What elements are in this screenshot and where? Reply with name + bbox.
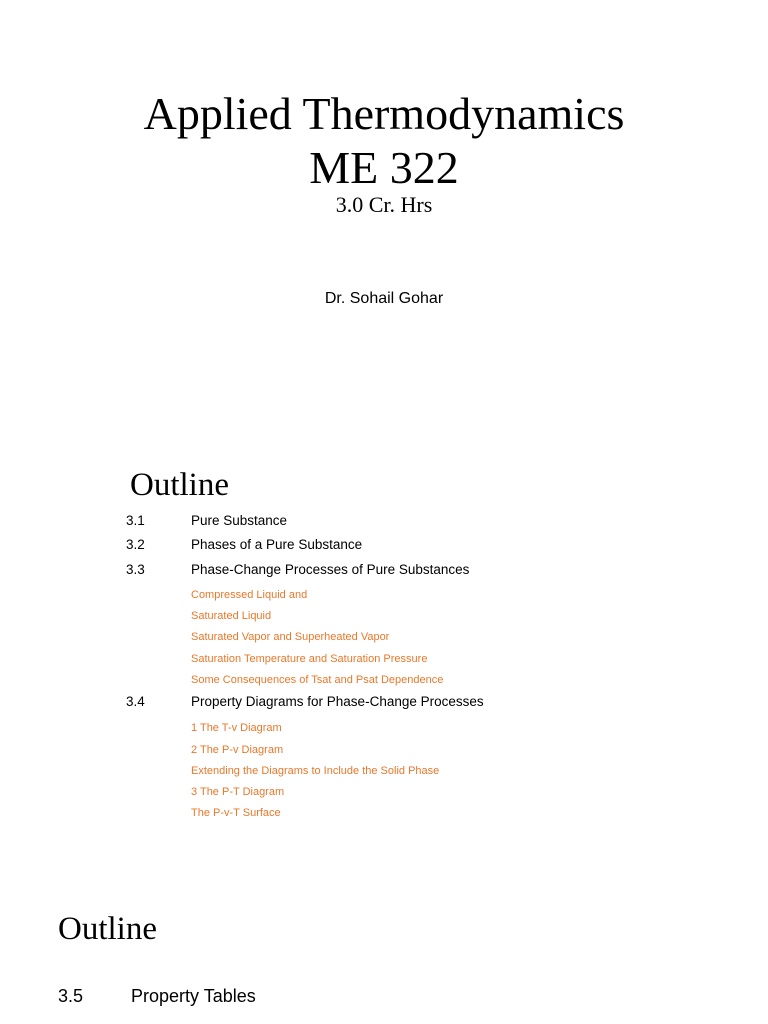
item-label: Pure Substance (191, 513, 288, 528)
item-number: 3.1 (126, 513, 145, 528)
item-number: 3.4 (126, 694, 145, 709)
slide-title: Applied Thermodynamics (143, 88, 625, 139)
item-label: Phases of a Pure Substance (191, 537, 363, 552)
outline-heading-2: Outline (58, 911, 157, 947)
subitem-3-4-4: 3 The P-T Diagram (191, 786, 285, 798)
subitem-3-4-5: The P-v-T Surface (191, 807, 281, 819)
subitem-3-4-1: 1 The T-v Diagram (191, 722, 282, 734)
subitem-3-3-3: Saturated Vapor and Superheated Vapor (191, 631, 390, 643)
item-label: Property Tables (131, 986, 256, 1006)
subitem-3-3-5: Some Consequences of Tsat and Psat Dependence (191, 674, 444, 686)
item-label: Phase-Change Processes of Pure Substances (191, 562, 470, 577)
credit-hours: 3.0 Cr. Hrs (335, 192, 433, 217)
subitem-3-3-4: Saturation Temperature and Saturation Pressure (191, 653, 428, 665)
author-name: Dr. Sohail Gohar (324, 290, 444, 307)
item-label: Property Diagrams for Phase-Change Processes (191, 694, 484, 709)
subitem-3-4-3: Extending the Diagrams to Include the Solid Phase (191, 765, 440, 777)
item-number: 3.3 (126, 562, 145, 577)
subitem-3-4-2: 2 The P-v Diagram (191, 744, 284, 756)
item-number: 3.5 (58, 986, 84, 1006)
item-number: 3.2 (126, 537, 145, 552)
subitem-3-3-1: Compressed Liquid and (191, 589, 308, 601)
outline-heading: Outline (130, 467, 229, 503)
subitem-3-3-2: Saturated Liquid (191, 610, 272, 622)
course-code: ME 322 (309, 142, 459, 193)
